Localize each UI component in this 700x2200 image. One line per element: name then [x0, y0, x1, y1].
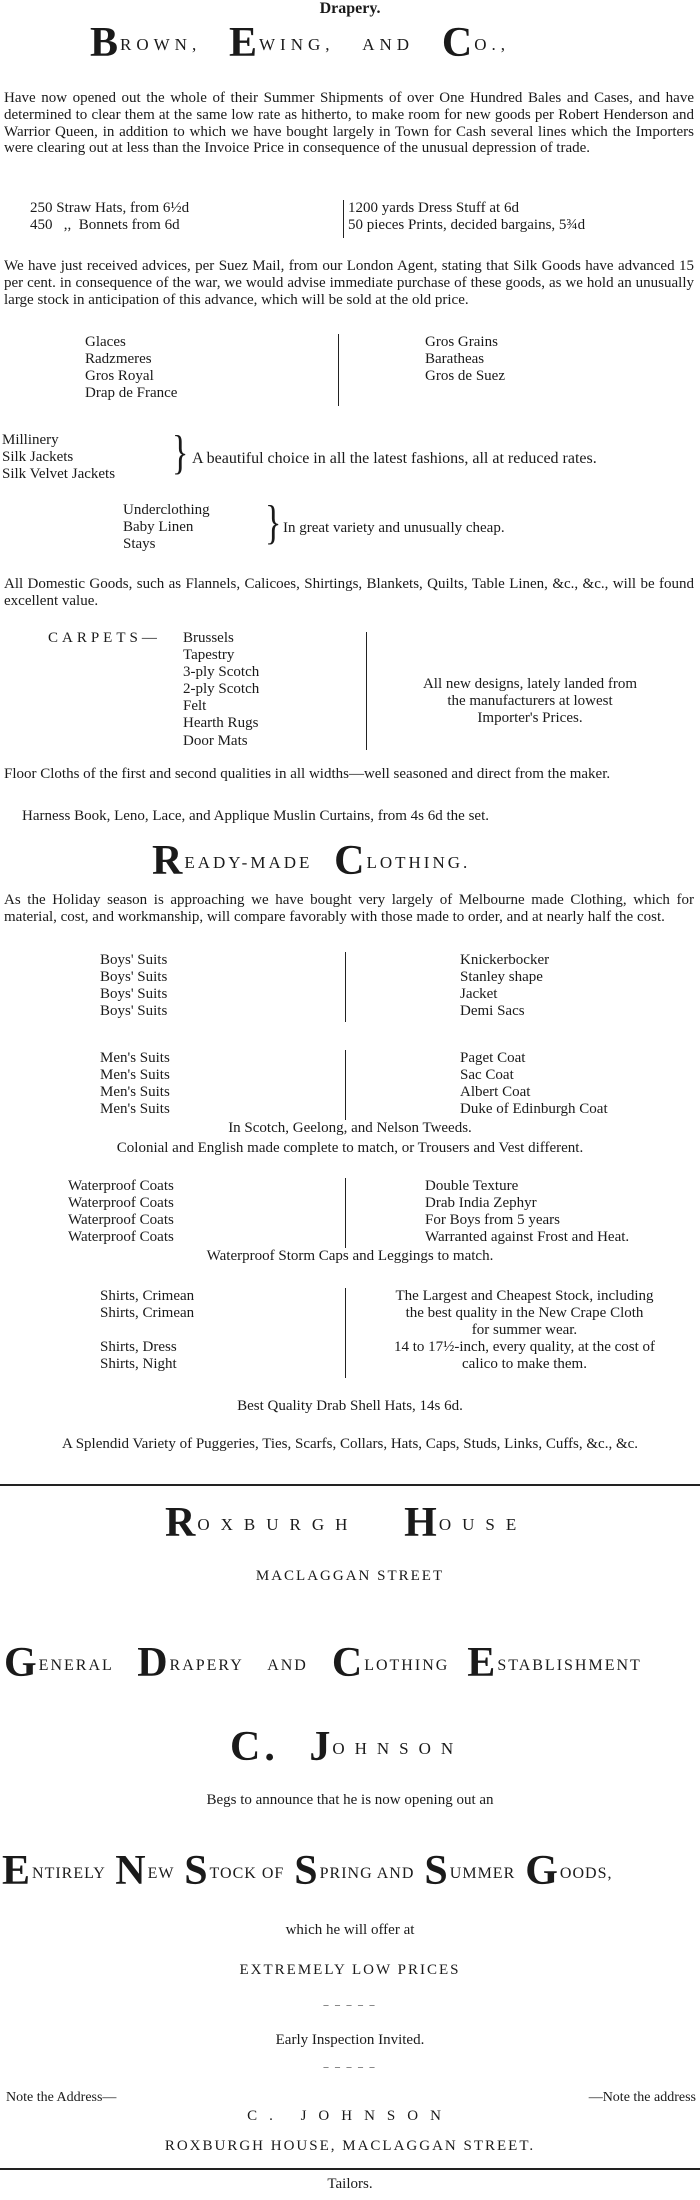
offer-line: which he will offer at: [285, 1922, 415, 1938]
divider: [366, 632, 367, 750]
title-initial: E: [228, 20, 257, 66]
title-initial: N: [115, 1848, 146, 1894]
title-initial: R: [165, 1500, 196, 1546]
announcement: Begs to announce that he is now opening out an: [206, 1792, 494, 1808]
title-initial: S: [294, 1848, 318, 1894]
note-right: —Note the address: [588, 2090, 696, 2105]
footer-address: ROXBURGH HOUSE, MACLAGGAN STREET.: [164, 2138, 536, 2154]
title-initial: B: [90, 20, 119, 66]
low-prices: EXTREMELY LOW PRICES: [239, 1962, 461, 1978]
note-left: Note the Address—: [6, 2090, 117, 2105]
inspection: Early Inspection Invited.: [275, 2032, 425, 2048]
storm-caps: Waterproof Storm Caps and Leggings to match.: [206, 1248, 494, 1264]
offers-left: 250 Straw Hats, from 6½d 450 ,, Bonnets from 6d: [30, 200, 190, 234]
divider: [345, 1050, 346, 1120]
shell-hats: Best Quality Drab Shell Hats, 14s 6d.: [237, 1398, 463, 1414]
silk-right: Gros Grains Baratheas Gros de Suez: [425, 334, 505, 385]
curtains: Harness Book, Leno, Lace, and Applique Muslin Curtains, from 4s 6d the set.: [22, 808, 490, 824]
section-rule: [0, 2168, 700, 2170]
offers-right: 1200 yards Dress Stuff at 6d 50 pieces Prints, decided bargains, 5¾d: [348, 200, 586, 234]
roxburgh-title: ROXBURGH H OUSE: [165, 1500, 528, 1546]
title-initial: E: [467, 1640, 496, 1686]
brace: }: [265, 497, 282, 549]
carpets-note: All new designs, lately landed from the manufacturers at lowest Importer's Prices.: [422, 676, 638, 727]
brown-ewing-title: BROWN, E WING, AND C O.,: [90, 20, 510, 66]
carpets-label: CARPETS—: [48, 630, 161, 646]
divider: [345, 952, 346, 1022]
brown-ewing-intro: Have now opened out the whole of their Summer Shipments of over One Hundred Bales and Cases, and have determined to clear them at the same low rate as hitherto, to make room for new goods per Robert Henderson and Warrior Queen, in addition to which we have bought largely in Town for Cash several lines which the Importers were clearing out at less than the Invoice Price in consequence of the unusual depression of trade.: [4, 90, 694, 157]
footer-name: C. JOHNSON: [247, 2108, 453, 2124]
shirts-left: Shirts, Crimean Shirts, Crimean Shirts, Dress Shirts, Night: [100, 1288, 195, 1373]
puggeries-line: A Splendid Variety of Puggeries, Ties, Scarfs, Collars, Hats, Caps, Studs, Links, Cuffs, &c., &c.: [61, 1436, 639, 1452]
tweeds: In Scotch, Geelong, and Nelson Tweeds.: [228, 1120, 472, 1136]
waterproof-right: Double Texture Drab India Zephyr For Boys from 5 years Warranted against Frost and Heat.: [425, 1178, 630, 1246]
street-name: MACLAGGAN STREET: [255, 1568, 445, 1584]
underclothing-note: In great variety and unusually cheap.: [283, 520, 505, 536]
divider: [338, 334, 339, 406]
mens-right: Paget Coat Sac Coat Albert Coat Duke of Edinburgh Coat: [460, 1050, 608, 1118]
silk-left: Glaces Radzmeres Gros Royal Drap de France: [85, 334, 178, 402]
ornament-divider: ‒ ‒ ‒ ‒ ‒: [323, 2062, 377, 2073]
ornament-divider: ‒ ‒ ‒ ‒ ‒: [323, 2000, 377, 2011]
establishment-title: GENERAL D RAPERY AND C LOTHING E STABLISHMENT: [4, 1640, 642, 1686]
proprietor-name: C. J OHNSON: [230, 1724, 464, 1770]
ready-made-title: READY-MADE C LOTHING.: [152, 838, 471, 884]
shirts-right: The Largest and Cheapest Stock, including the best quality in the New Crape Cloth for summer wear. 14 to 17½-inch, every quality, at the cost of calico to make them.: [393, 1288, 656, 1373]
title-initial: C: [441, 20, 473, 66]
millinery-list: Millinery Silk Jackets Silk Velvet Jackets: [2, 432, 116, 483]
divider: [345, 1178, 346, 1248]
title-initial: G: [4, 1640, 37, 1686]
title-initial: J: [309, 1724, 331, 1770]
underclothing-list: Underclothing Baby Linen Stays: [123, 502, 210, 553]
divider: [345, 1288, 346, 1378]
domestic-goods: All Domestic Goods, such as Flannels, Calicoes, Shirtings, Blankets, Quilts, Table Linen, &c., &c., will be found excellent value.: [4, 576, 694, 609]
title-initial: D: [137, 1640, 168, 1686]
divider: [343, 200, 344, 238]
title-initial: C: [334, 838, 365, 884]
brace: }: [172, 427, 189, 479]
ready-made-intro: As the Holiday season is approaching we have bought very largely of Melbourne made Clothing, which for material, cost, and workmanship, will compare favorably with those made to order, and at nearly half the cost.: [4, 892, 694, 925]
floor-cloths: Floor Cloths of the first and second qualities in all widths—well seasoned and direct from the maker.: [4, 766, 611, 782]
title-initial: S: [184, 1848, 208, 1894]
stock-title: ENTIRELY N EW S TOCK OF S PRING AND S UMMER G OODS,: [2, 1848, 613, 1894]
section-header-tailors: Tailors.: [327, 2176, 373, 2192]
waterproof-left: Waterproof Coats Waterproof Coats Waterproof Coats Waterproof Coats: [68, 1178, 174, 1246]
title-initial: R: [152, 838, 183, 884]
title-initial: C: [331, 1640, 363, 1686]
title-initial: H: [404, 1500, 437, 1546]
title-initial: S: [424, 1848, 448, 1894]
title-initial: E: [2, 1848, 31, 1894]
mens-left: Men's Suits Men's Suits Men's Suits Men's Suits: [100, 1050, 170, 1118]
boys-right: Knickerbocker Stanley shape Jacket Demi Sacs: [460, 952, 550, 1020]
silk-notice: We have just received advices, per Suez Mail, from our London Agent, stating that Silk Goods have advanced 15 per cent. in consequence of the war, we would advise immediate purchase of these goods, as we hold an unusually large stock in anticipation of this advance, which will be sold at the old price.: [4, 258, 694, 308]
section-header-drapery: Drapery.: [319, 0, 381, 17]
millinery-note: A beautiful choice in all the latest fashions, all at reduced rates.: [192, 450, 597, 467]
colonial-english: Colonial and English made complete to match, or Trousers and Vest different.: [116, 1140, 584, 1156]
carpets-list: Brussels Tapestry 3-ply Scotch 2-ply Scotch Felt Hearth Rugs Door Mats: [183, 630, 260, 749]
boys-left: Boys' Suits Boys' Suits Boys' Suits Boys' Suits: [100, 952, 168, 1020]
section-rule: [0, 1484, 700, 1486]
title-initial: G: [525, 1848, 558, 1894]
